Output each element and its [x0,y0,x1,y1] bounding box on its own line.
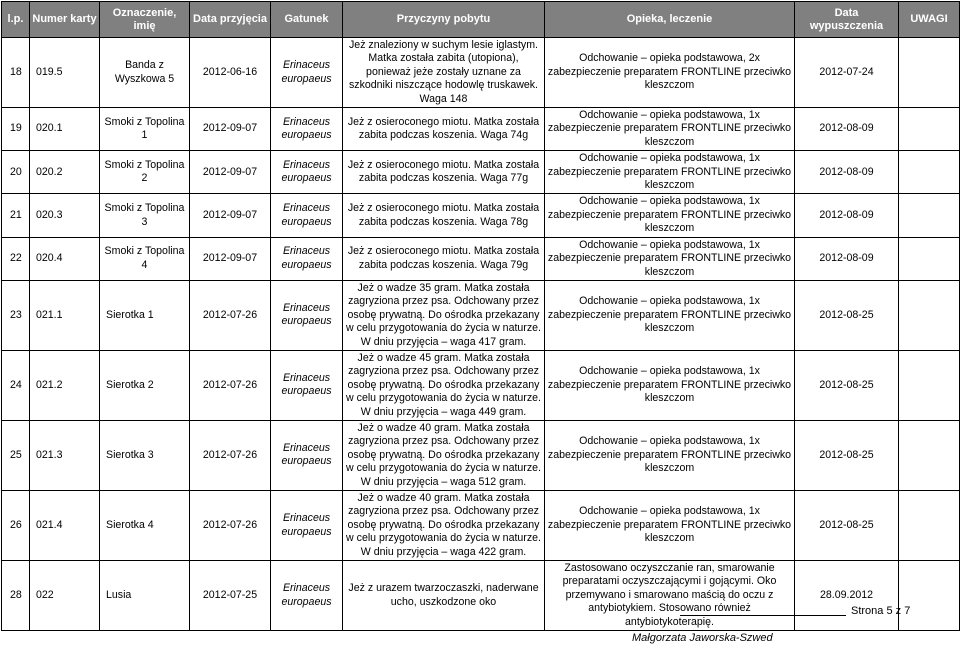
row-reason: Jeż z urazem twarzoczaszki, naderwane ucho, uszkodzone oko [343,561,545,631]
row-care: Odchowanie – opieka podstawowa, 1x zabezpieczenie preparatem FRONTLINE przeciwko kleszczom [545,420,795,490]
row-date-out: 2012-08-09 [795,194,899,237]
row-notes [899,151,960,194]
row-name: Smoki z Topolina 3 [100,194,190,237]
row-reason: Jeż o wadze 40 gram. Matka została zagryziona przez psa. Odchowany przez osobę prywatną. Do ośrodka przekazany w celu przygotowania do życia w naturze. W dniu przyjęcia – waga 422 gram. [343,491,545,561]
row-notes [899,194,960,237]
row-card-number: 021.4 [30,491,100,561]
row-date-out: 2012-08-09 [795,108,899,151]
row-care: Odchowanie – opieka podstawowa, 1x zabezpieczenie preparatem FRONTLINE przeciwko kleszczom [545,108,795,151]
row-card-number: 021.3 [30,420,100,490]
table-row [2,280,960,350]
header-row [2,2,960,38]
row-lp: 21 [2,194,30,237]
row-species: Erinaceus europaeus [271,280,343,350]
row-reason: Jeż znaleziony w suchym lesie iglastym. Matka została zabita (utopiona), ponieważ jeże zostały uznane za szkodniki niszczące hodowlę truskawek. Waga 148 [343,38,545,108]
col-header-notes: UWAGI [899,2,960,38]
footer-divider [680,615,846,616]
row-reason: Jeż o wadze 40 gram. Matka została zagryziona przez psa. Odchowany przez osobę prywatną. Do ośrodka przekazany w celu przygotowania do życia w naturze. W dniu przyjęcia – waga 512 gram. [343,420,545,490]
row-date-in: 2012-07-26 [190,420,271,490]
row-lp: 22 [2,237,30,280]
row-card-number: 020.4 [30,237,100,280]
row-name: Sierotka 3 [100,420,190,490]
row-reason: Jeż z osieroconego miotu. Matka została zabita podczas koszenia. Waga 78g [343,194,545,237]
row-name: Sierotka 1 [100,280,190,350]
col-header-care: Opieka, leczenie [545,2,795,38]
table-row [2,38,960,108]
row-care: Zastosowano oczyszczanie ran, smarowanie preparatami oczyszczającymi i gojącymi. Oko przemywano i smarowano maścią do oczu z antybiotykiem. Stosowano również antybiotykoterapię. [545,561,795,631]
row-lp: 26 [2,491,30,561]
table-row [2,151,960,194]
row-name: Smoki z Topolina 2 [100,151,190,194]
row-reason: Jeż z osieroconego miotu. Matka została zabita podczas koszenia. Waga 77g [343,151,545,194]
row-card-number: 020.1 [30,108,100,151]
page-number: Strona 5 z 7 [851,605,911,617]
col-header-date-in: Data przyjęcia [190,2,271,38]
row-species: Erinaceus europaeus [271,151,343,194]
row-notes [899,420,960,490]
row-reason: Jeż o wadze 45 gram. Matka została zagryziona przez psa. Odchowany przez osobę prywatną. Do ośrodka przekazany w celu przygotowania do życia w naturze. W dniu przyjęcia – waga 449 gram. [343,350,545,420]
row-reason: Jeż z osieroconego miotu. Matka została zabita podczas koszenia. Waga 74g [343,108,545,151]
row-card-number: 020.2 [30,151,100,194]
row-card-number: 021.2 [30,350,100,420]
table-row [2,237,960,280]
row-date-in: 2012-09-07 [190,237,271,280]
row-lp: 28 [2,561,30,631]
row-date-out: 2012-08-09 [795,151,899,194]
row-date-out: 2012-08-25 [795,420,899,490]
table-row [2,491,960,561]
row-date-in: 2012-06-16 [190,38,271,108]
row-lp: 18 [2,38,30,108]
row-date-in: 2012-09-07 [190,108,271,151]
row-species: Erinaceus europaeus [271,561,343,631]
row-date-in: 2012-07-26 [190,280,271,350]
row-date-out: 2012-08-25 [795,280,899,350]
row-notes [899,108,960,151]
row-card-number: 019.5 [30,38,100,108]
records-table [1,1,960,631]
table-row [2,350,960,420]
row-species: Erinaceus europaeus [271,491,343,561]
row-date-out: 2012-08-09 [795,237,899,280]
page-footer [0,600,960,646]
row-lp: 19 [2,108,30,151]
col-header-name: Oznaczenie, imię [100,2,190,38]
row-card-number: 020.3 [30,194,100,237]
row-care: Odchowanie – opieka podstawowa, 1x zabezpieczenie preparatem FRONTLINE przeciwko kleszczom [545,151,795,194]
table-row [2,108,960,151]
row-species: Erinaceus europaeus [271,108,343,151]
row-date-out: 2012-08-25 [795,491,899,561]
row-care: Odchowanie – opieka podstawowa, 1x zabezpieczenie preparatem FRONTLINE przeciwko kleszczom [545,237,795,280]
row-notes [899,38,960,108]
col-header-reason: Przyczyny pobytu [343,2,545,38]
row-notes [899,237,960,280]
row-notes [899,350,960,420]
table-row [2,194,960,237]
row-name: Sierotka 4 [100,491,190,561]
row-date-out: 28.09.2012 [795,561,899,631]
table-body [2,38,960,631]
col-header-species: Gatunek [271,2,343,38]
row-care: Odchowanie – opieka podstawowa, 1x zabezpieczenie preparatem FRONTLINE przeciwko kleszczom [545,194,795,237]
row-date-in: 2012-07-26 [190,350,271,420]
row-date-in: 2012-07-26 [190,491,271,561]
signature: Małgorzata Jaworska-Szwed [632,632,773,644]
row-name: Banda z Wyszkowa 5 [100,38,190,108]
row-care: Odchowanie – opieka podstawowa, 1x zabezpieczenie preparatem FRONTLINE przeciwko kleszczom [545,491,795,561]
row-name: Lusia [100,561,190,631]
row-species: Erinaceus europaeus [271,420,343,490]
col-header-date-out: Data wypuszczenia [795,2,899,38]
row-lp: 23 [2,280,30,350]
row-name: Smoki z Topolina 4 [100,237,190,280]
row-care: Odchowanie – opieka podstawowa, 1x zabezpieczenie preparatem FRONTLINE przeciwko kleszczom [545,280,795,350]
row-species: Erinaceus europaeus [271,350,343,420]
col-header-card-number: Numer karty [30,2,100,38]
row-date-out: 2012-07-24 [795,38,899,108]
row-species: Erinaceus europaeus [271,194,343,237]
row-date-in: 2012-09-07 [190,151,271,194]
row-species: Erinaceus europaeus [271,38,343,108]
row-lp: 24 [2,350,30,420]
row-notes [899,491,960,561]
row-care: Odchowanie – opieka podstawowa, 1x zabezpieczenie preparatem FRONTLINE przeciwko kleszczom [545,350,795,420]
row-date-in: 2012-07-25 [190,561,271,631]
row-reason: Jeż o wadze 35 gram. Matka została zagryziona przez psa. Odchowany przez osobę prywatną. Do ośrodka przekazany w celu przygotowania do życia w naturze. W dniu przyjęcia – waga 417 gram. [343,280,545,350]
row-card-number: 022 [30,561,100,631]
row-reason: Jeż z osieroconego miotu. Matka została zabita podczas koszenia. Waga 79g [343,237,545,280]
row-date-out: 2012-08-25 [795,350,899,420]
row-card-number: 021.1 [30,280,100,350]
row-name: Smoki z Topolina 1 [100,108,190,151]
row-care: Odchowanie – opieka podstawowa, 2x zabezpieczenie preparatem FRONTLINE przeciwko kleszczom [545,38,795,108]
row-species: Erinaceus europaeus [271,237,343,280]
row-notes [899,280,960,350]
row-lp: 25 [2,420,30,490]
col-header-lp: l.p. [2,2,30,38]
table-row [2,420,960,490]
row-name: Sierotka 2 [100,350,190,420]
row-date-in: 2012-09-07 [190,194,271,237]
row-lp: 20 [2,151,30,194]
